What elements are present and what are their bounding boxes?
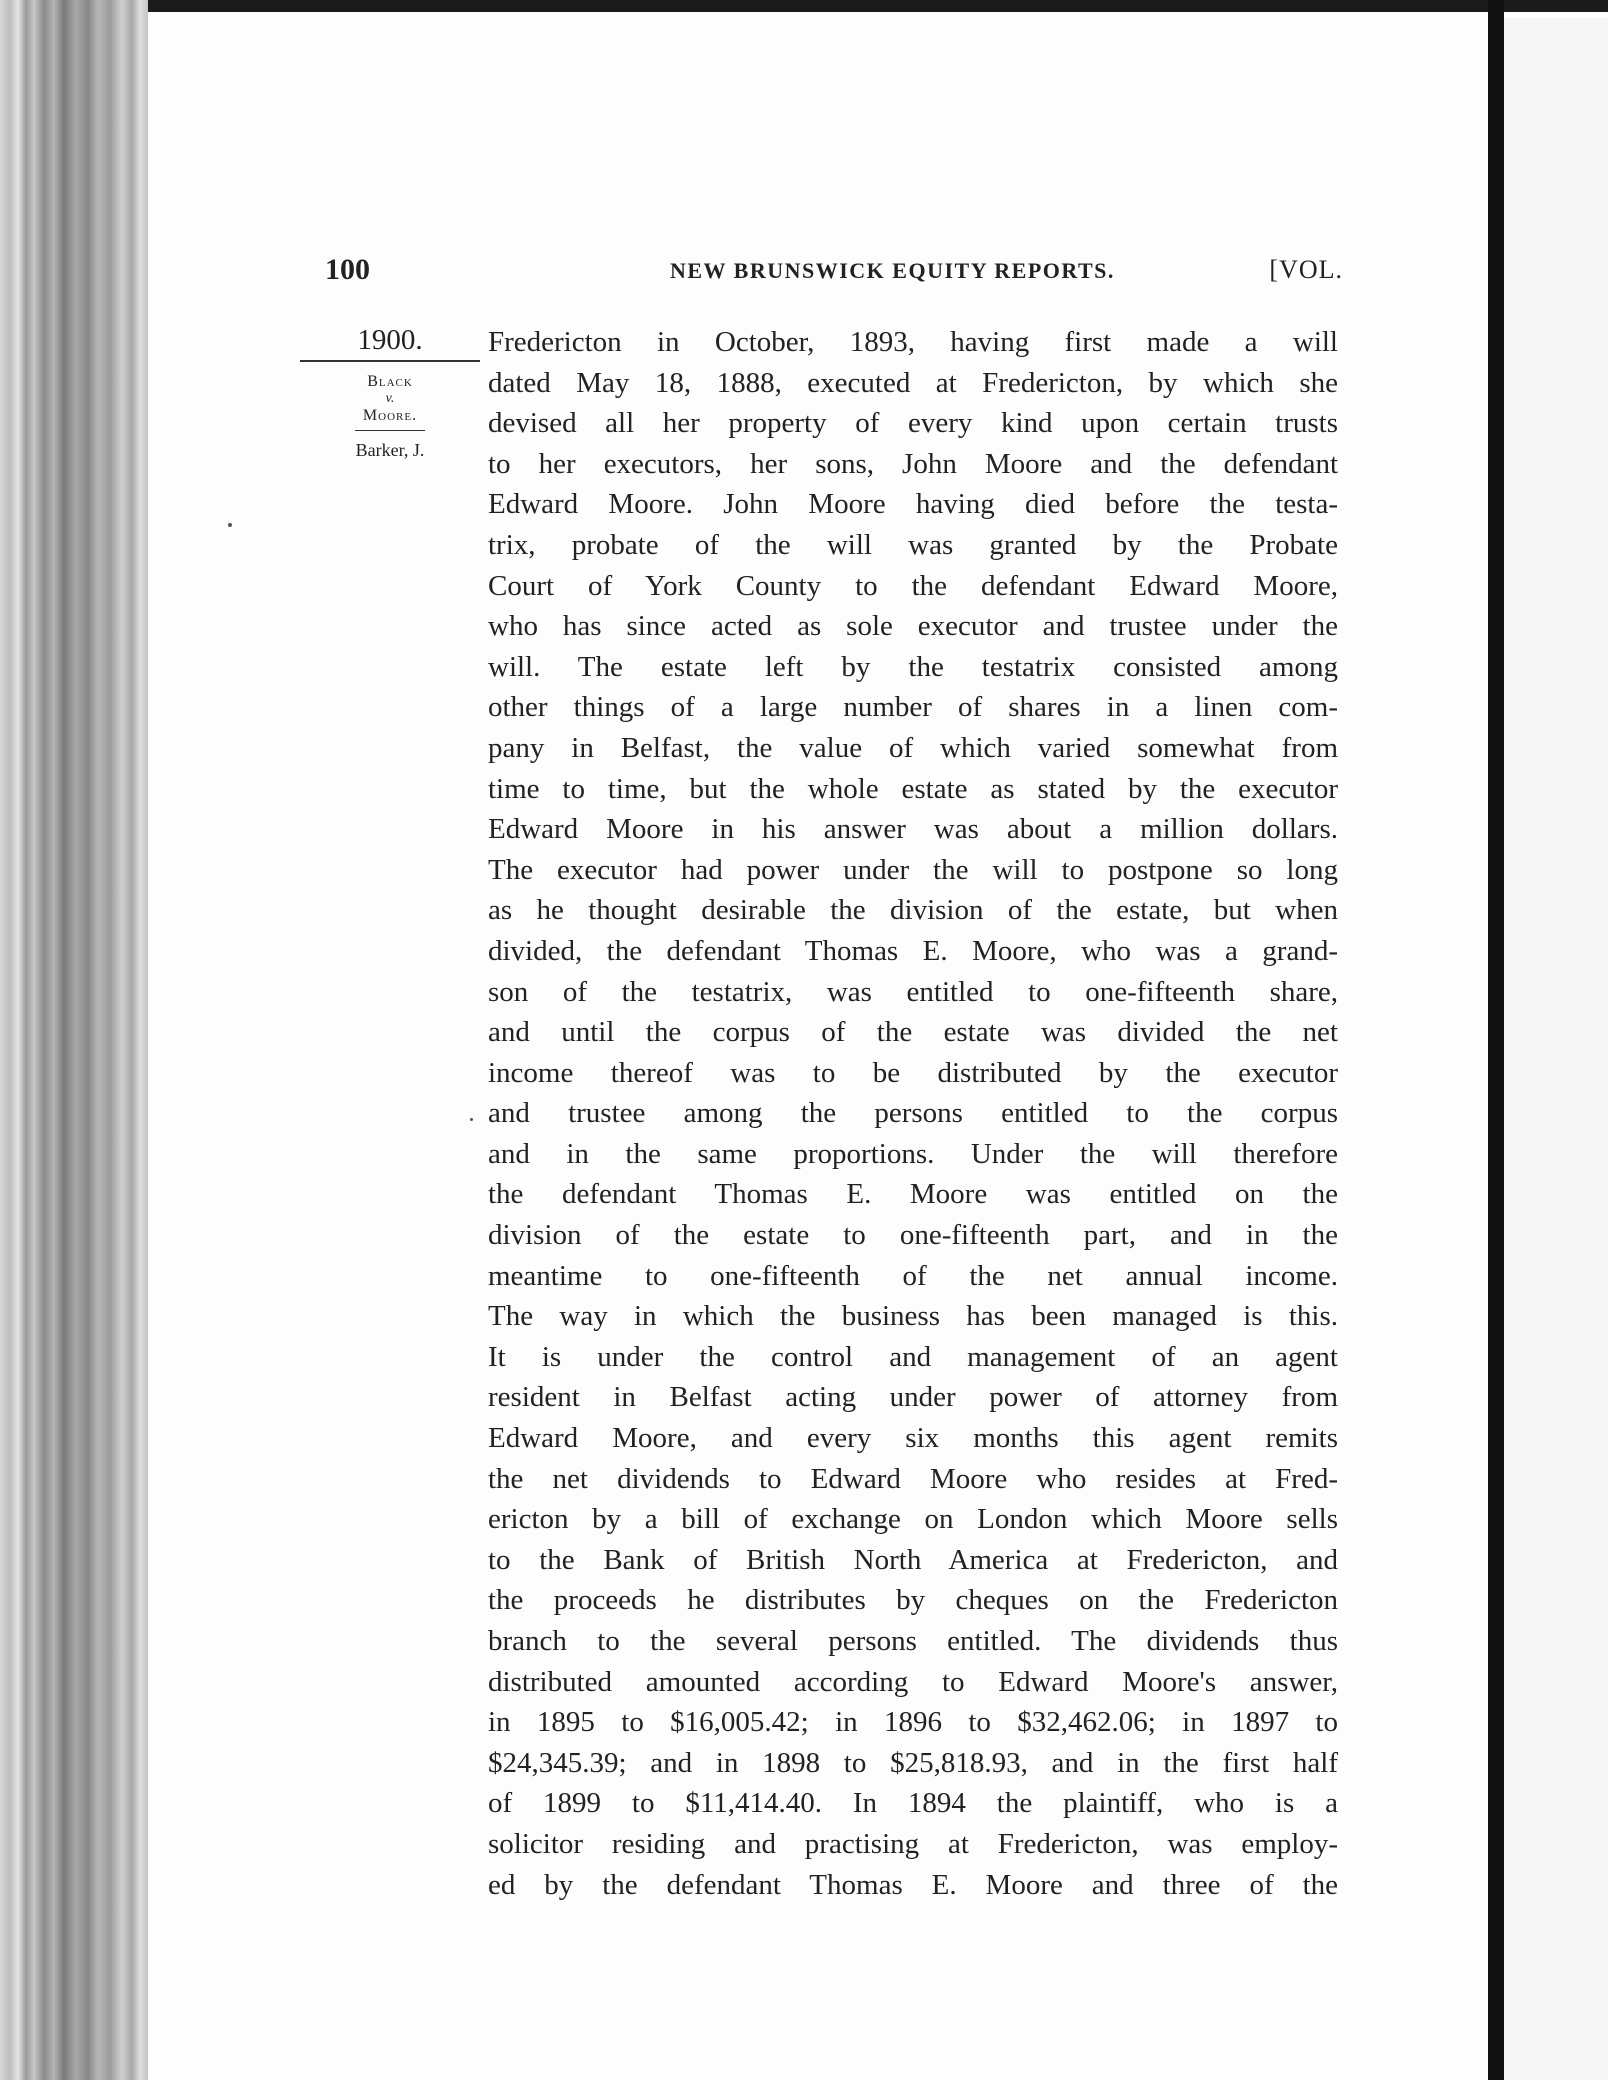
- text-line: divided, the defendant Thomas E. Moore, who was a grand-: [488, 934, 1338, 967]
- text-line: Court of York County to the defendant Edward Moore,: [488, 569, 1338, 602]
- binding-top-edge: [0, 0, 1608, 12]
- text-line: $24,345.39; and in 1898 to $25,818.93, and in the first half: [488, 1746, 1338, 1779]
- text-line: son of the testatrix, was entitled to one-fifteenth share,: [488, 975, 1338, 1008]
- text-line: Edward Moore in his answer was about a million dollars.: [488, 813, 1338, 846]
- volume-label: [VOL.: [1269, 255, 1343, 284]
- text-line: dated May 18, 1888, executed at Fredericton, by which she: [488, 366, 1338, 399]
- text-line: Fredericton in October, 1893, having first made a will: [488, 326, 1338, 358]
- text-line: branch to the several persons entitled. The dividends thus: [488, 1625, 1338, 1657]
- text-line: of 1899 to $11,414.40. In 1894 the plaintiff, who is a: [488, 1787, 1338, 1820]
- dust-speck: [470, 1118, 473, 1121]
- book-binding: [0, 0, 148, 2080]
- text-line: in 1895 to $16,005.42; in 1896 to $32,462.06; in 1897 to: [488, 1706, 1338, 1739]
- page-number: 100: [325, 253, 370, 286]
- text-line: who has since acted as sole executor and trustee under the: [488, 610, 1338, 643]
- case-name-defendant: Moore.: [362, 407, 418, 424]
- text-line: division of the estate to one-fifteenth part, and in the: [488, 1219, 1338, 1252]
- text-line: income thereof was to be distributed by the executor: [488, 1056, 1338, 1089]
- body-text: [488, 322, 1338, 1905]
- text-line: Edward Moore, and every six months this agent remits: [488, 1422, 1338, 1455]
- text-line: and trustee among the persons entitled to the corpus: [488, 1097, 1338, 1130]
- text-line: ed by the defendant Thomas E. Moore and three of the: [488, 1868, 1338, 1901]
- text-line: devised all her property of every kind upon certain trusts: [488, 407, 1338, 440]
- text-line: and until the corpus of the estate was divided the net: [488, 1016, 1338, 1049]
- text-line: Edward Moore. John Moore having died before the testa-: [488, 488, 1338, 521]
- text-line: resident in Belfast acting under power of attorney from: [488, 1381, 1338, 1414]
- text-line: and in the same proportions. Under the will therefore: [488, 1137, 1338, 1170]
- text-line: The way in which the business has been managed is this.: [488, 1300, 1338, 1333]
- margin-rule: [300, 360, 480, 362]
- dust-speck: [228, 523, 232, 527]
- judge-name: Barker, J.: [355, 440, 425, 460]
- text-line: pany in Belfast, the value of which varied somewhat from: [488, 731, 1338, 764]
- text-line: the defendant Thomas E. Moore was entitled on the: [488, 1178, 1338, 1211]
- text-line: time to time, but the whole estate as stated by the executor: [488, 772, 1338, 805]
- adjacent-page-edge: [1504, 18, 1608, 2080]
- text-line: solicitor residing and practising at Fredericton, was employ-: [488, 1827, 1338, 1860]
- page-header: [325, 253, 1343, 293]
- text-line: to her executors, her sons, John Moore and the defendant: [488, 447, 1338, 480]
- text-line: the proceeds he distributes by cheques on the Fredericton: [488, 1584, 1338, 1617]
- text-line: other things of a large number of shares in a linen com-: [488, 691, 1338, 724]
- margin-short-rule: [355, 430, 425, 431]
- page-gutter-edge: [1488, 0, 1504, 2080]
- text-line: the net dividends to Edward Moore who resides at Fred-: [488, 1462, 1338, 1495]
- text-line: The executor had power under the will to postpone so long: [488, 853, 1338, 886]
- running-head: NEW BRUNSWICK EQUITY REPORTS.: [670, 258, 1115, 283]
- text-line: trix, probate of the will was granted by the Probate: [488, 528, 1338, 561]
- text-line: will. The estate left by the testatrix consisted among: [488, 650, 1338, 683]
- text-line: meantime to one-fifteenth of the net annual income.: [488, 1259, 1338, 1292]
- text-line: to the Bank of British North America at Fredericton, and: [488, 1543, 1338, 1576]
- text-line: It is under the control and management of an agent: [488, 1340, 1338, 1373]
- text-line: ericton by a bill of exchange on London which Moore sells: [488, 1503, 1338, 1536]
- text-line: distributed amounted according to Edward Moore's answer,: [488, 1665, 1338, 1698]
- margin-note: [300, 322, 480, 461]
- margin-year: 1900.: [357, 324, 423, 356]
- case-versus: v.: [385, 391, 395, 406]
- text-line: as he thought desirable the division of the estate, but when: [488, 894, 1338, 927]
- case-name-plaintiff: Black: [367, 373, 413, 390]
